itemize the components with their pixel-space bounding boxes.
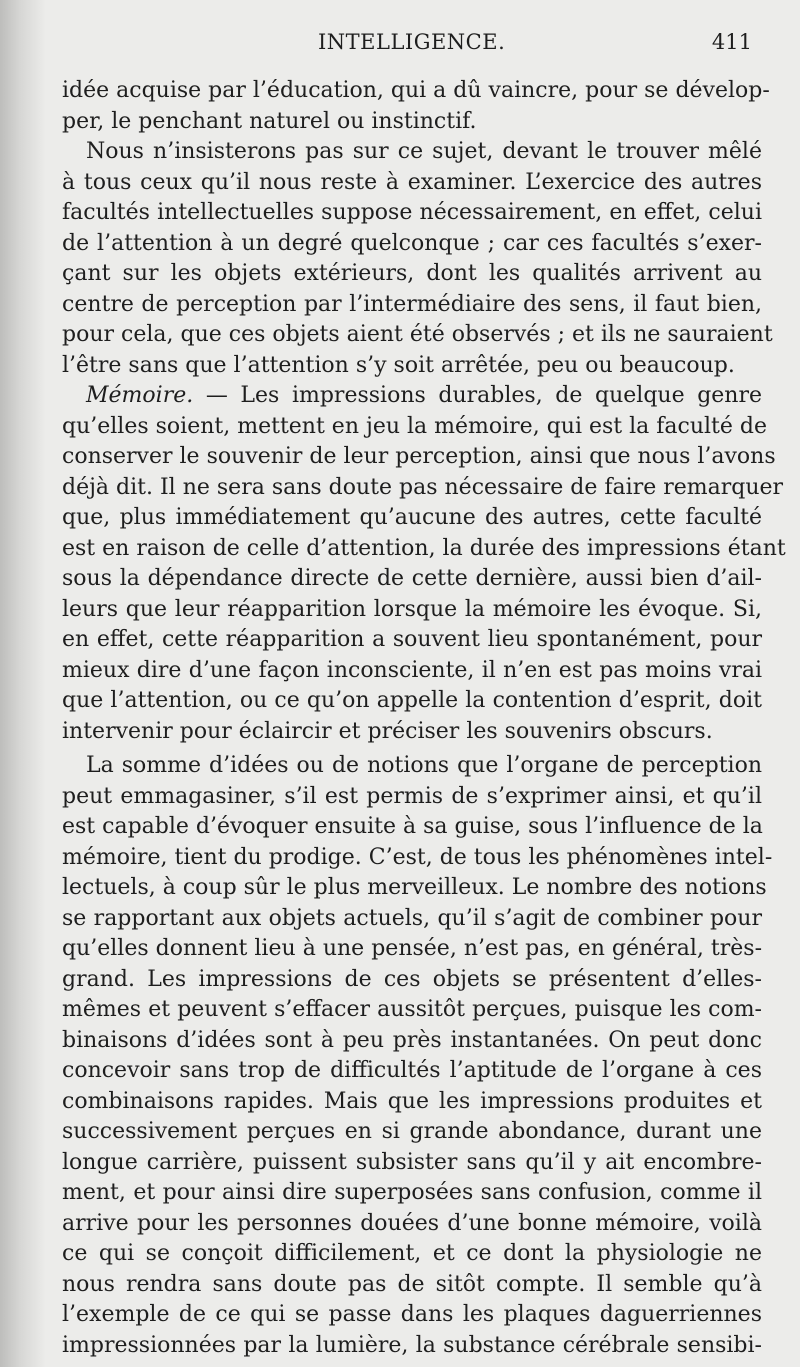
text-line: pour cela, que ces objets aient été observés ; et ils ne sauraient [62,322,773,347]
text-line: impressionnées par la lumière, la substance cérébrale sensibi- [62,1332,762,1358]
text-line: à tous ceux qu’il nous reste à examiner. L’exercice des autres [62,169,762,195]
text-line: l’exemple de ce qui se passe dans les plaques daguerriennes [62,1302,762,1327]
text-line: longue carrière, puissent subsister sans qu’il y ait encombre- [62,1149,762,1175]
text-line: conserver le souvenir de leur perception, ainsi que nous l’avons [62,444,776,469]
text-line: combinaisons rapides. Mais que les impressions produites et [62,1088,762,1114]
page-number: 411 [711,30,752,54]
text-line: concevoir sans trop de difficultés l’aptitude de l’organe à ces [62,1058,762,1083]
text-line: La somme d’idées ou de notions que l’organe de perception [86,753,762,778]
text-line: ce qui se conçoit difficilement, et ce dont la physiologie ne [62,1241,762,1266]
text-line: qu’elles soient, mettent en jeu la mémoire, qui est la faculté de [62,413,767,439]
text-line: facultés intellectuelles suppose nécessairement, en effet, celui [62,200,762,225]
text-line: que, plus immédiatement qu’aucune des autres, cette faculté [62,505,762,530]
text-line: sous la dépendance directe de cette dernière, aussi bien d’ail- [62,566,762,591]
text-line: idée acquise par l’éducation, qui a dû vaincre, pour se dévelop- [62,78,770,103]
text-line: en effet, cette réapparition a souvent lieu spontanément, pour [62,627,762,652]
text-line: grand. Les impressions de ces objets se présentent d’elles- [62,966,762,992]
text-line: qu’elles donnent lieu à une pensée, n’est pas, en général, très- [62,936,762,961]
text-line: mieux dire d’une façon inconsciente, il n’en est pas moins vrai [62,657,762,683]
binding-shadow [0,0,46,1367]
text-line: mémoire, tient du prodige. C’est, de tous les phénomènes intel- [62,844,773,870]
text-line: Nous n’insisterons pas sur ce sujet, devant le trouver mêlé [86,139,762,164]
text-line: est capable d’évoquer ensuite à sa guise, sous l’influence de la [62,814,763,839]
text-line: mêmes et peuvent s’effacer aussitôt perçues, puisque les com- [62,997,762,1022]
text-line: est en raison de celle d’attention, la durée des impressions étant [62,535,786,561]
text-line-section-start [62,381,762,412]
text-line: déjà dit. Il ne sera sans doute pas nécessaire de faire remarquer [62,474,784,500]
text-line: ment, et pour ainsi dire superposées sans confusion, comme il [62,1180,762,1205]
text-line: se rapportant aux objets actuels, qu’il s’agit de combiner pour [62,905,762,931]
text-line: de l’attention à un degré quelconque ; car ces facultés s’exer- [62,230,762,256]
text-line: arrive pour les personnes douées d’une bonne mémoire, voilà [62,1210,762,1236]
text-line: l’être sans que l’attention s’y soit arrêtée, peu ou beaucoup. [62,352,735,378]
text-line: leurs que leur réapparition lorsque la mémoire les évoque. Si, [62,596,762,622]
text-line: successivement perçues en si grande abondance, durant une [62,1119,762,1144]
text-line: que l’attention, ou ce qu’on appelle la contention d’esprit, doit [62,688,762,713]
section-heading: Mémoire. [86,383,194,408]
text-line-rest: — Les impressions durables, de quelque genre [205,383,762,408]
text-line: intervenir pour éclaircir et préciser les souvenirs obscurs. [62,718,713,744]
text-line: binaisons d’idées sont à peu près instantanées. On peut donc [62,1027,762,1053]
text-line: nous rendra sans doute pas de sitôt compte. Il semble qu’à [62,1271,762,1297]
text-line: çant sur les objets extérieurs, dont les qualités arrivent au [62,261,762,286]
body-text [62,76,786,1361]
page-header [60,30,760,64]
running-head: INTELLIGENCE. [318,30,506,54]
text-line: lectuels, à coup sûr le plus merveilleux. Le nombre des notions [62,875,767,900]
text-line: peut emmagasiner, s’il est permis de s’exprimer ainsi, et qu’il [62,783,762,809]
text-line: per, le penchant naturel ou instinctif. [62,108,477,134]
text-line: centre de perception par l’intermédiaire des sens, il faut bien, [62,291,762,317]
